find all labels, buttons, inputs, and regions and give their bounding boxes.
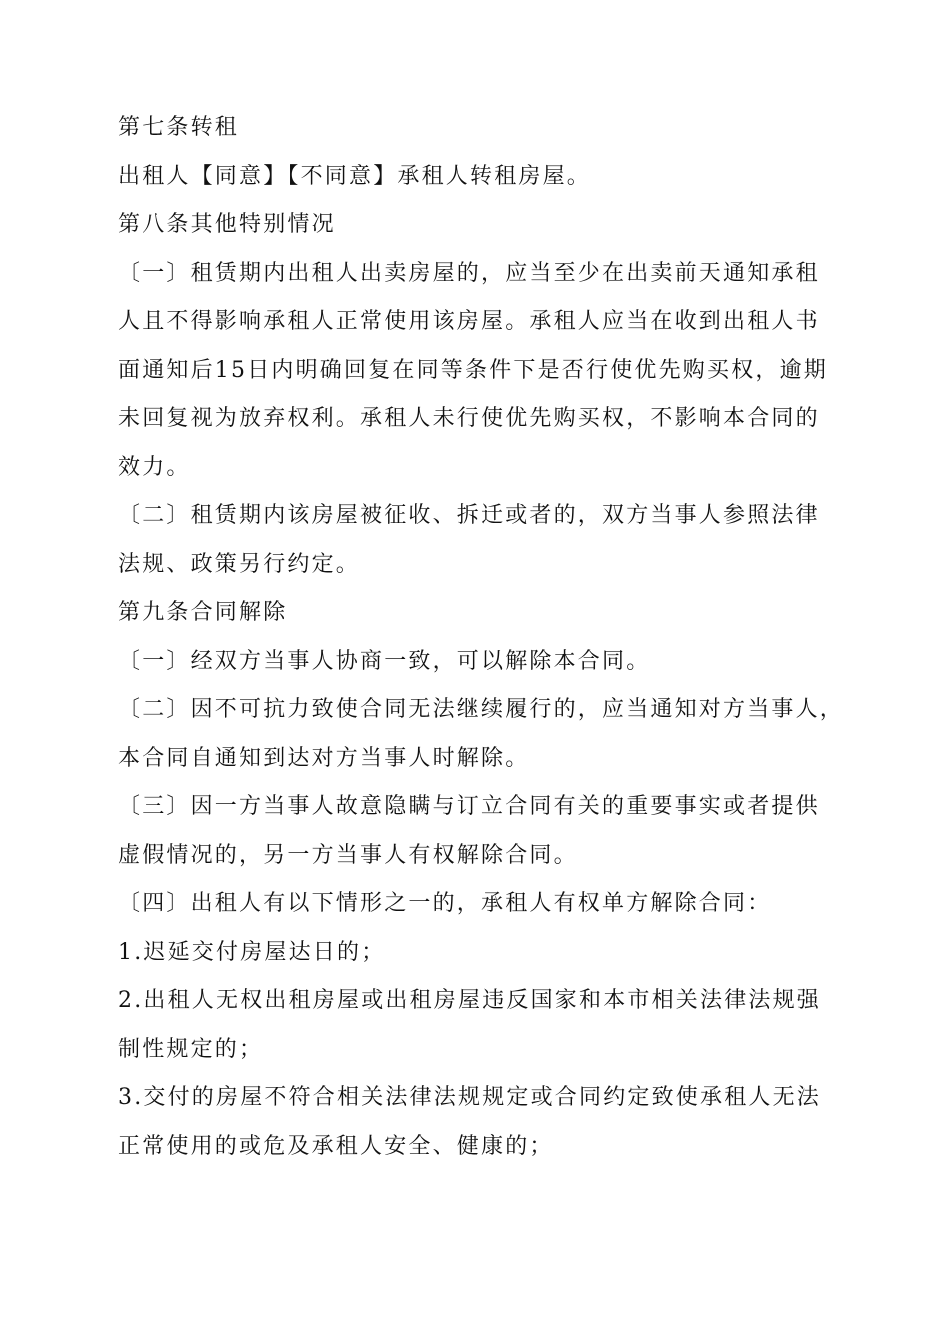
- text-line: 本合同自通知到达对方当事人时解除。: [118, 745, 530, 771]
- text-line: 效力。: [118, 454, 191, 480]
- document-body: [118, 104, 845, 1171]
- list-item: 2.出租人无权出租房屋或出租房屋违反国家和本市相关法律法规强: [118, 988, 821, 1013]
- list-item: 3.交付的房屋不符合相关法律法规规定或合同约定致使承租人无法: [118, 1085, 821, 1110]
- text-line: 〔二〕因不可抗力致使合同无法继续履行的，应当通知对方当事人，: [118, 697, 845, 722]
- list-item-continuation: 制性规定的；: [118, 1036, 264, 1062]
- text-line: 〔一〕经双方当事人协商一致，可以解除本合同。: [118, 648, 651, 674]
- article-8-heading: 第八条其他特别情况: [118, 212, 336, 237]
- text-line: 〔三〕因一方当事人故意隐瞒与订立合同有关的重要事实或者提供: [118, 794, 820, 819]
- article-9-heading: 第九条合同解除: [118, 600, 288, 625]
- list-item: 1.迟延交付房屋达日的；: [118, 939, 386, 965]
- text-line: 未回复视为放弃权利。承租人未行使优先购买权，不影响本合同的: [118, 406, 820, 431]
- list-item-continuation: 正常使用的或危及承租人安全、健康的；: [118, 1133, 554, 1159]
- article-7-heading: 第七条转租: [118, 115, 240, 140]
- text-line: 法规、政策另行约定。: [118, 551, 361, 577]
- text-line: 面通知后15日内明确回复在同等条件下是否行使优先购买权，逾期: [118, 357, 828, 383]
- text-line: 虚假情况的，另一方当事人有权解除合同。: [118, 842, 578, 868]
- text-line: 〔四〕出租人有以下情形之一的，承租人有权单方解除合同：: [118, 891, 772, 916]
- text-line: 〔二〕租赁期内该房屋被征收、拆迁或者的，双方当事人参照法律: [118, 503, 820, 528]
- text-line: 〔一〕租赁期内出租人出卖房屋的，应当至少在出卖前天通知承租: [118, 260, 820, 286]
- text-line: 人且不得影响承租人正常使用该房屋。承租人应当在收到出租人书: [118, 309, 820, 334]
- article-7-text: 出租人【同意】【不同意】承租人转租房屋。: [118, 163, 592, 189]
